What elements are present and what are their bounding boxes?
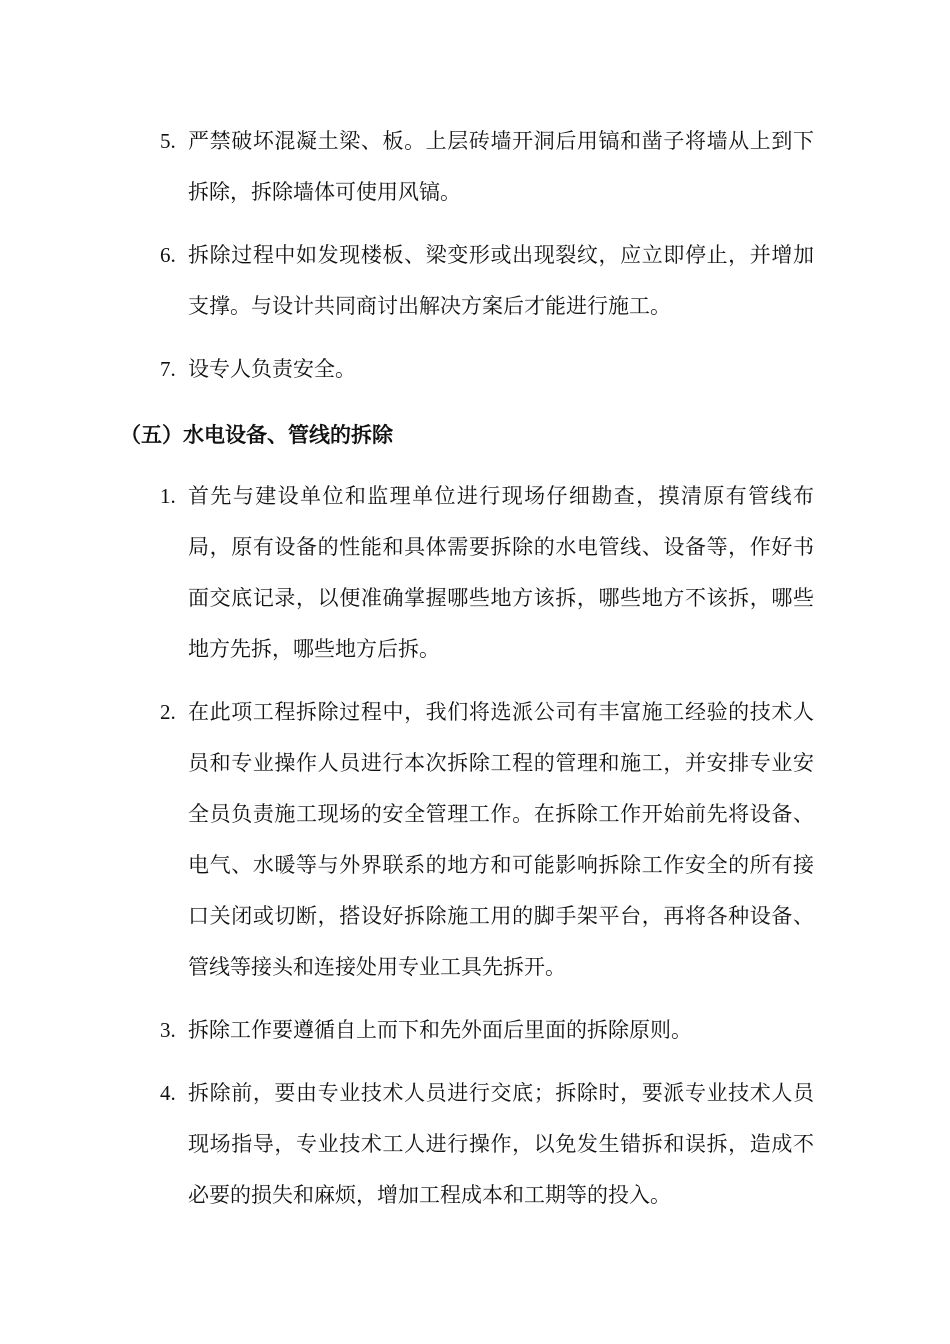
item-text: 在此项工程拆除过程中，我们将选派公司有丰富施工经验的技术人员和专业操作人员进行本次拆除工程的管理和施工，并安排专业安全员负责施工现场的安全管理工作。在拆除工作开始前先将设备、电气、水暖等与外界联系的地方和可能影响拆除工作安全的所有接口关闭或切断，搭设好拆除施工用的脚手架平台，再将各种设备、管线等接头和连接处用专业工具先拆开。 [188, 700, 814, 979]
list-item [160, 116, 814, 218]
item-text: 拆除工作要遵循自上而下和先外面后里面的拆除原则。 [188, 1018, 692, 1042]
list-item [160, 1005, 814, 1056]
item-number: 1. [160, 484, 176, 508]
item-list-lower [0, 471, 950, 1221]
item-text: 拆除过程中如发现楼板、梁变形或出现裂纹，应立即停止，并增加支撑。与设计共同商讨出解决方案后才能进行施工。 [188, 243, 814, 318]
list-item [160, 687, 814, 993]
item-text: 首先与建设单位和监理单位进行现场仔细勘查，摸清原有管线布局，原有设备的性能和具体需要拆除的水电管线、设备等，作好书面交底记录，以便准确掌握哪些地方该拆，哪些地方不该拆，哪些地方先拆，哪些地方后拆。 [188, 484, 814, 661]
item-text: 严禁破坏混凝土梁、板。上层砖墙开洞后用镐和凿子将墙从上到下拆除，拆除墙体可使用风镐。 [188, 129, 814, 204]
item-number: 3. [160, 1018, 176, 1042]
item-list-upper [0, 116, 950, 395]
item-number: 6. [160, 243, 176, 267]
item-text: 拆除前，要由专业技术人员进行交底；拆除时，要派专业技术人员现场指导，专业技术工人进行操作，以免发生错拆和误拆，造成不必要的损失和麻烦，增加工程成本和工期等的投入。 [188, 1081, 814, 1207]
section-heading: （五）水电设备、管线的拆除 [120, 423, 393, 447]
item-number: 5. [160, 129, 176, 153]
item-text: 设专人负责安全。 [188, 357, 356, 381]
item-number: 2. [160, 700, 176, 724]
list-item [160, 230, 814, 332]
list-item [160, 1068, 814, 1221]
list-item [160, 344, 814, 395]
list-item [160, 471, 814, 675]
item-number: 7. [160, 357, 176, 381]
item-number: 4. [160, 1081, 176, 1105]
